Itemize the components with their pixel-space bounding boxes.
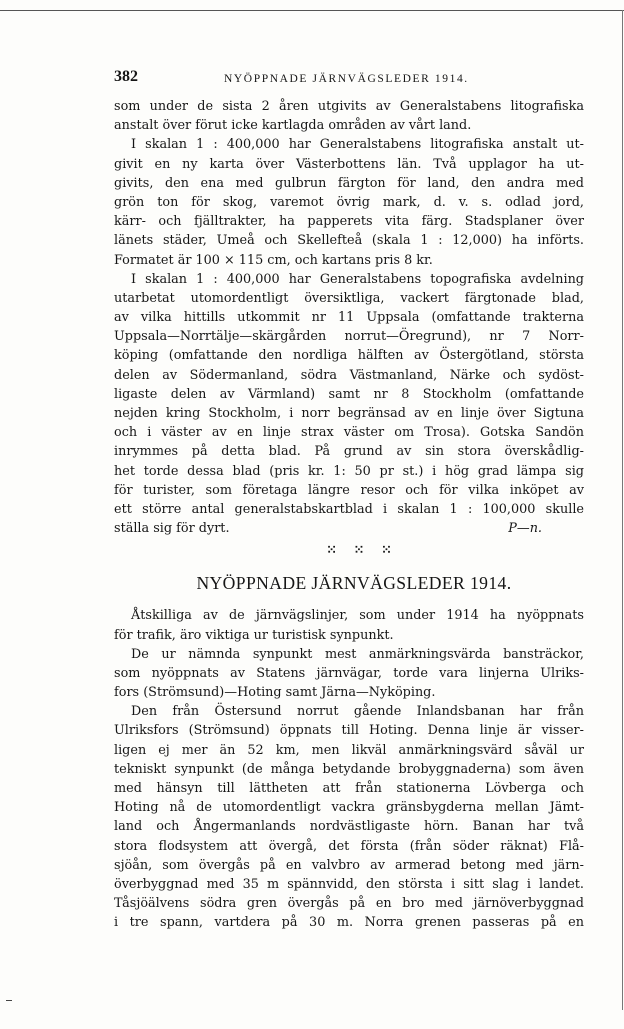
section-divider: ⁙ ⁙ ⁙: [326, 543, 398, 559]
text-line: som under de sista 2 åren utgivits av Generalstabens litografiska: [114, 99, 584, 114]
page-number: 382: [114, 68, 138, 85]
author-signature: P—n.: [508, 521, 542, 537]
text-line: köping (omfattande den nordliga hälften av Östergötland, största: [114, 348, 584, 364]
text-line: nejden kring Stockholm, i norr begränsad av en linje över Sigtuna: [114, 406, 584, 421]
text-line: ligen ej mer än 52 km, men likväl anmärkningsvärd såväl ur: [114, 742, 584, 758]
text-line: sjöån, som övergås på en valvbro av armerad betong med järn-: [114, 857, 584, 873]
text-line: I skalan 1 : 400,000 har Generalstabens litografiska anstalt ut-: [131, 137, 584, 153]
margin-mark: [6, 1000, 12, 1001]
text-line: kärr- och fjälltrakter, ha papperets vita färg. Stadsplaner över: [114, 214, 584, 230]
text-line: överbyggnad med 35 m spännvidd, den största i sitt slag i landet.: [114, 876, 584, 892]
last-line-text: ställa sig för dyrt.: [114, 521, 230, 537]
text-line: Hoting nå de utomordentligt vackra gränsbygderna mellan Jämt-: [114, 800, 584, 816]
page: [114, 68, 584, 933]
text-line: länets städer, Umeå och Skellefteå (skala 1 : 12,000) ha införts.: [114, 233, 584, 249]
text-line: Den från Östersund norrut gående Inlandsbanan har från: [131, 704, 584, 720]
text-line: Formatet är 100 × 115 cm, och kartans pris 8 kr.: [114, 252, 433, 268]
text-line: stora flodsystem att övergå, det första (från söder räknat) Flå-: [114, 838, 584, 854]
text-line: Ulriksfors (Strömsund) öppnats till Hoting. Denna linje är visser-: [114, 723, 584, 739]
text-line: het torde dessa blad (pris kr. 1: 50 pr st.) i hög grad lämpa sig: [114, 463, 584, 479]
text-line: Uppsala—Norrtälje—skärgården norrut—Öregrund), nr 7 Norr-: [114, 329, 584, 345]
text-line: I skalan 1 : 400,000 har Generalstabens topografiska avdelning: [131, 271, 584, 287]
text-line: De ur nämnda synpunkt mest anmärkningsvärda bansträckor,: [131, 646, 584, 662]
text-line: tekniskt synpunkt (de många betydande brobyggnaderna) som även: [114, 761, 584, 777]
text-line: givit en ny karta över Västerbottens län. Två upplagor ha ut-: [114, 156, 584, 172]
right-edge-rule: [622, 10, 623, 1010]
page-header: [114, 68, 584, 90]
text-line: för turister, som företaga längre resor och för vilka inköpet av: [114, 482, 584, 498]
text-line: och i väster av en linje strax väster om Trosa). Gotska Sandön: [114, 425, 584, 441]
text-line: i tre spann, vartdera på 30 m. Norra grenen passeras på en: [114, 915, 584, 931]
text-line: givits, den ena med gulbrun färgton för land, den andra med: [114, 175, 584, 191]
text-line: med hänsyn till lättheten att från stationerna Lövberga och: [114, 781, 584, 796]
top-rule: [0, 10, 624, 11]
text-line: fors (Strömsund)—Hoting samt Järna—Nyköping.: [114, 685, 436, 701]
section-maps: [114, 97, 584, 538]
text-line: ligaste delen av Värmland) samt nr 8 Stockholm (omfattande: [114, 386, 584, 402]
text-line: Åtskilliga av de järnvägslinjer, som under 1914 ha nyöppnats: [131, 608, 584, 624]
text-line: för trafik, äro viktiga ur turistisk synpunkt.: [114, 627, 394, 643]
text-line: Tåsjöälvens södra gren övergås på en bro med järnöverbyggnad: [114, 896, 584, 912]
section-title: NYÖPPNADE JÄRNVÄGSLEDER 1914.: [196, 573, 512, 594]
text-line: delen av Södermanland, södra Västmanland, Närke och sydöst-: [114, 367, 584, 383]
text-line: inrymmes på detta blad. På grund av sin stora överskådlig-: [114, 444, 584, 460]
text-line: som nyöppnats av Statens järnvägar, torde vara linjerna Ulriks-: [114, 665, 584, 681]
text-line: anstalt över förut icke kartlagda områden av vårt land.: [114, 118, 472, 134]
text-line: av vilka hittills utkommit nr 11 Uppsala (omfattande trakterna: [114, 310, 584, 326]
text-line: utarbetat utomordentligt översiktliga, vackert färgtonade blad,: [114, 290, 584, 306]
section-railways: [114, 606, 584, 932]
text-line: [114, 519, 584, 538]
text-line: grön ton för skog, varemot övrig mark, d. v. s. odlad jord,: [114, 194, 584, 210]
text-line: land och Ångermanlands nordvästligaste hörn. Banan har två: [114, 819, 584, 835]
running-title: NYÖPPNADE JÄRNVÄGSLEDER 1914.: [224, 73, 469, 85]
text-line: ett större antal generalstabskartblad i skalan 1 : 100,000 skulle: [114, 501, 584, 517]
